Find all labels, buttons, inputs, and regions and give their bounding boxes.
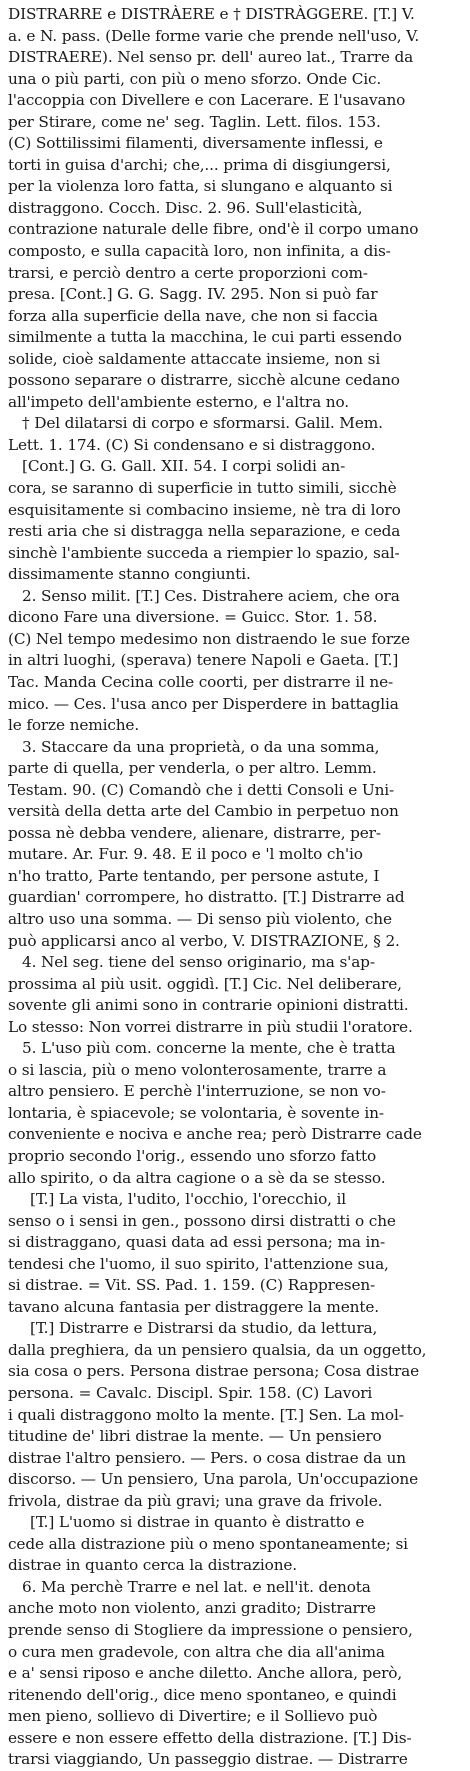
text-line: versità della detta arte del Cambio in perpetuo non <box>8 802 399 821</box>
text-line: sia cosa o pers. Persona distrae persona; Cosa distrae <box>8 1362 420 1381</box>
text-line: titudine de' libri distrae la mente. — Un pensiero <box>8 1427 382 1446</box>
text-line: tendesi che l'uomo, il suo spirito, l'attenzione sua, <box>8 1254 389 1273</box>
text-line: cede alla distrazione più o meno spontaneamente; si <box>8 1534 408 1553</box>
text-line: prossima al più usit. oggidì. [T.] Cic. Nel deliberare, <box>8 974 402 993</box>
text-line: contrazione naturale delle fibre, ond'è il corpo umano <box>8 220 419 239</box>
text-line: ritenendo dell'orig., dice meno spontaneo, e quindi <box>8 1685 397 1704</box>
text-line: cora, se saranno di superficie in tutto simili, sicchè <box>8 479 397 498</box>
text-line: i quali distraggono molto la mente. [T.] Sen. La mol- <box>8 1405 404 1424</box>
text-line: composto, e sulla capacità loro, non infinita, a dis- <box>8 242 391 261</box>
text-line: (C) Nel tempo medesimo non distraendo le sue forze <box>8 629 410 648</box>
text-line: [Cont.] G. G. Gall. XII. 54. I corpi solidi an- <box>22 457 346 476</box>
text-line: a. e N. pass. (Delle forme varie che prende nell'uso, V. <box>8 26 420 45</box>
text-line: o cura men gradevole, con altra che dia all'anima <box>8 1642 385 1661</box>
text-line: 6. Ma perchè Trarre e nel lat. e nell'it. denota <box>22 1577 371 1596</box>
text-line: l'accoppia con Divellere e con Lacerare. E l'usavano <box>8 91 406 110</box>
text-line: [T.] Distrarre e Distrarsi da studio, da lettura, <box>30 1319 378 1338</box>
text-line: senso o i sensi in gen., possono dirsi distratti o che <box>8 1211 396 1230</box>
text-line: per Stirare, come ne' seg. Taglin. Lett. filos. 153. <box>8 112 381 131</box>
text-line: all'impeto dell'ambiente esterno, e l'altra no. <box>8 392 349 411</box>
text-line: Testam. 90. (C) Comandò che i detti Consoli e Uni- <box>8 780 395 799</box>
text-line: Lett. 1. 174. (C) Si condensano e si distraggono. <box>8 435 376 454</box>
text-line: per la violenza loro fatta, si slungano e alquanto si <box>8 177 393 196</box>
text-line: sovente gli animi sono in contrarie opinioni distratti. <box>8 996 409 1015</box>
entry-distrarre <box>8 4 462 1771</box>
text-line: frivola, distrae da più gravi; una grave da frivole. <box>8 1491 383 1510</box>
text-line: n'ho tratto, Parte tentando, per persone astute, I <box>8 866 380 885</box>
text-line: Lo stesso: Non vorrei distrarre in più studii l'oratore. <box>8 1017 413 1036</box>
text-line: o si lascia, più o meno volonterosamente, trarre a <box>8 1060 387 1079</box>
text-line: distraggono. Cocch. Disc. 2. 96. Sull'elasticità, <box>8 198 363 217</box>
text-line: torti in guisa d'archi; che,... prima di disgiungersi, <box>8 155 391 174</box>
text-line: parte di quella, per venderla, o per altro. Lemm. <box>8 759 377 778</box>
text-line: 2. Senso milit. [T.] Ces. Distrahere aciem, che ora <box>22 586 400 605</box>
text-line: dicono Fare una diversione. = Guicc. Stor. 1. 58. <box>8 608 378 627</box>
text-line: similmente a tutta la macchina, le cui parti essendo <box>8 328 402 347</box>
text-line: lontaria, è spiacevole; se volontaria, è sovente in- <box>8 1103 384 1122</box>
text-line: esquisitamente si combacino insieme, nè tra di loro <box>8 500 401 519</box>
text-line: 5. L'uso più com. concerne la mente, che è tratta <box>22 1039 396 1058</box>
text-line: presa. [Cont.] G. G. Sagg. IV. 295. Non si può far <box>8 285 378 304</box>
text-line: sinchè l'ambiente succeda a riempier lo spazio, sal- <box>8 543 400 562</box>
text-line: DISTRAERE). Nel senso pr. dell' aureo lat., Trarre da <box>8 48 414 67</box>
text-line: conveniente e nociva e anche rea; però Distrarre cade <box>8 1125 422 1144</box>
text-line: le forze nemiche. <box>8 716 140 735</box>
text-line: mico. — Ces. l'usa anco per Disperdere in battaglia <box>8 694 399 713</box>
text-line: si distraggano, quasi data ad essi persona; ma in- <box>8 1233 386 1252</box>
text-line: solide, cioè saldamente attaccate insieme, non si <box>8 349 381 368</box>
text-line: mutare. Ar. Fur. 9. 48. E il poco e 'l molto ch'io <box>8 845 363 864</box>
text-line: e a' sensi riposo e anche diletto. Anche allora, però, <box>8 1664 403 1683</box>
text-line: dissimamente stanno congiunti. <box>8 565 251 584</box>
text-line: anche moto non violento, anzi gradito; Distrarre <box>8 1599 376 1618</box>
text-line: guardian' corrompere, ho distratto. [T.] Distrarre ad <box>8 888 405 907</box>
text-line: tavano alcuna fantasia per distraggere la mente. <box>8 1297 379 1316</box>
text-line: possa nè debba vendere, alienare, distrarre, per- <box>8 823 381 842</box>
text-line: persona. = Cavalc. Discipl. Spir. 158. (C) Lavori <box>8 1384 373 1402</box>
text-line: forza alla superficie della nave, che non si faccia <box>8 306 378 325</box>
text-line: allo spirito, o da altra cagione o a sè da se stesso. <box>8 1168 386 1187</box>
text-line: [T.] L'uomo si distrae in quanto è distratto e <box>30 1513 365 1532</box>
text-line: Tac. Manda Cecina colle coorti, per distrarre il ne- <box>8 672 394 691</box>
text-line: essere e non essere effetto della distrazione. [T.] Dis- <box>8 1728 412 1747</box>
text-line: altro uso una somma. — Di senso più violento, che <box>8 909 392 928</box>
text-line: [T.] La vista, l'udito, l'occhio, l'orecchio, il <box>30 1190 347 1209</box>
text-line: † Del dilatarsi di corpo e sformarsi. Galil. Mem. <box>22 414 383 433</box>
text-line: trarsi, e perciò dentro a certe proporzioni com- <box>8 263 368 282</box>
text-line: discorso. — Un pensiero, Una parola, Un'occupazione <box>8 1470 419 1489</box>
text-line: men pieno, sollievo di Divertire; e il Sollievo può <box>8 1707 378 1726</box>
text-line: dalla preghiera, da un pensiero qualsia, da un oggetto, <box>8 1340 427 1359</box>
text-line: distrae l'altro pensiero. — Pers. o cosa distrae da un <box>8 1448 406 1467</box>
text-line: proprio secondo l'orig., essendo uno sforzo fatto <box>8 1146 377 1165</box>
text-line: una o più parti, con più o meno sforzo. Onde Cic. <box>8 69 382 88</box>
text-line: possono separare o distrarre, sicchè alcune cedano <box>8 371 400 390</box>
text-line: 3. Staccare da una proprietà, o da una somma, <box>22 737 380 756</box>
text-line: trarsi viaggiando, Un passeggio distrae. — Distrarre <box>8 1750 408 1769</box>
text-line: resti aria che si distragga nella separazione, e ceda <box>8 522 401 541</box>
text-line: (C) Sottilissimi filamenti, diversamente inflessi, e <box>8 134 383 153</box>
text-line: in altri luoghi, (sperava) tenere Napoli e Gaeta. [T.] <box>8 651 399 670</box>
text-line: prende senso di Stogliere da impressione o pensiero, <box>8 1621 413 1640</box>
text-line: 4. Nel seg. tiene del senso originario, ma s'ap- <box>22 953 375 972</box>
text-line: si distrae. = Vit. SS. Pad. 1. 159. (C) Rappresen- <box>8 1276 376 1295</box>
text-line: altro pensiero. E perchè l'interruzione, se non vo- <box>8 1082 386 1101</box>
text-line: distrae in quanto cerca la distrazione. <box>8 1556 298 1575</box>
text-line: DISTRARRE e DISTRÀERE e † DISTRÀGGERE. [T.] V. <box>8 5 415 23</box>
text-line: può applicarsi anco al verbo, V. DISTRAZIONE, § 2. <box>8 931 400 950</box>
